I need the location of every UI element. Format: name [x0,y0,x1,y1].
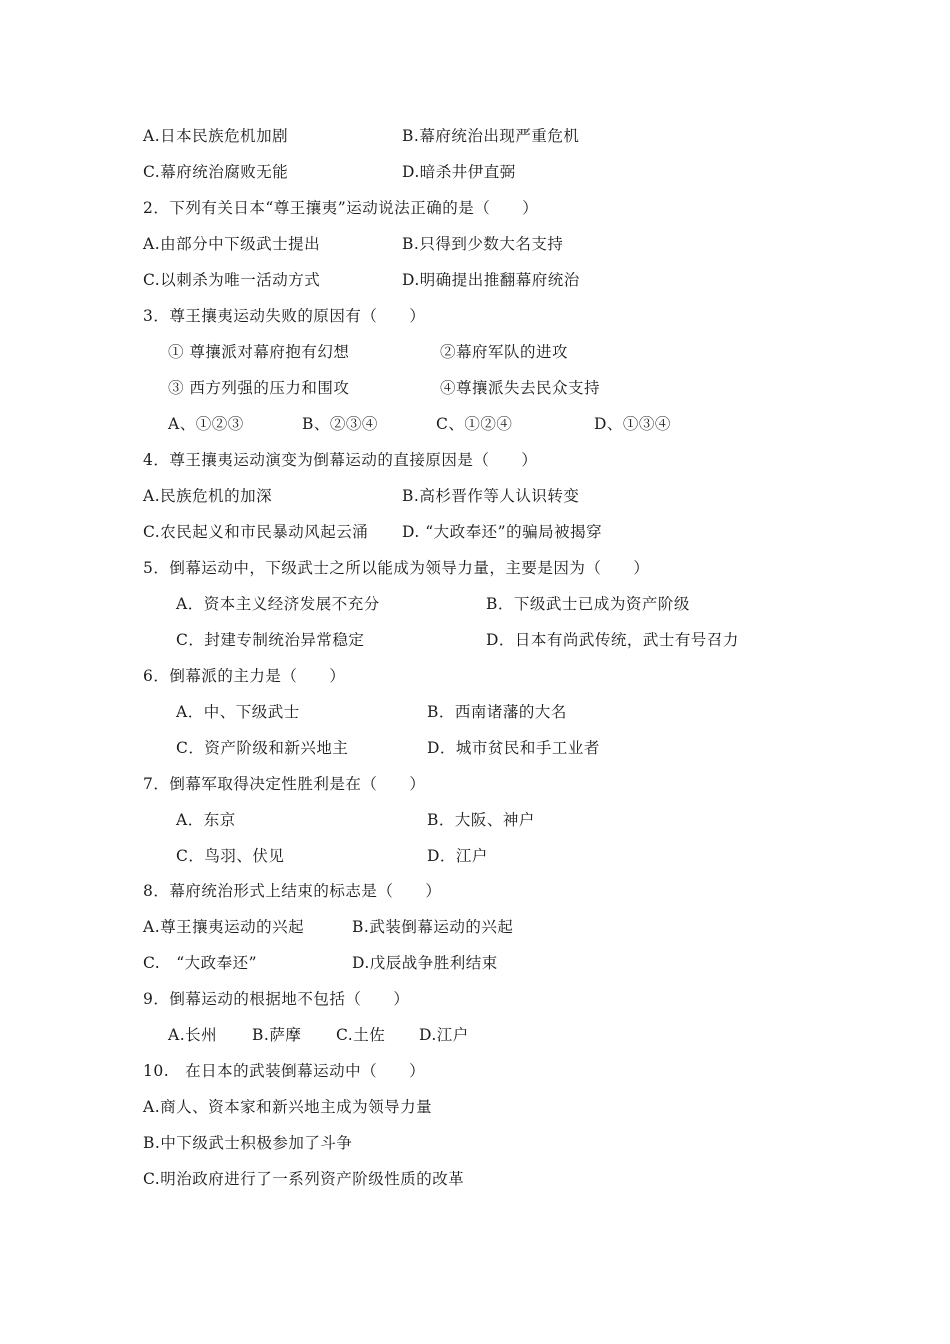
option-b: B.萨摩 [252,1026,302,1044]
option-a: A.民族危机的加深 [143,487,273,505]
option-b: B、②③④ [302,415,378,433]
question-text: 8．幕府统治形式上结束的标志是（ ） [143,882,442,900]
option-c: C．资产阶级和新兴地主 [176,739,349,757]
item-4: ④尊攘派失去民众支持 [440,379,601,397]
question-text: 2．下列有关日本“尊王攘夷”运动说法正确的是（ ） [143,199,539,217]
item-3: ③ 西方列强的压力和围攻 [168,379,350,397]
item-1: ① 尊攘派对幕府抱有幻想 [168,343,350,361]
option-c: C、①②④ [436,415,513,433]
option-a: A.商人、资本家和新兴地主成为领导力量 [143,1098,433,1116]
option-a: A.由部分中下级武士提出 [143,235,321,253]
option-d: D.江户 [419,1026,469,1044]
option-c: C.明治政府进行了一系列资产阶级性质的改革 [143,1170,465,1188]
option-d: D.暗杀井伊直弼 [402,163,516,181]
option-d: D. “大政奉还”的骗局被揭穿 [402,523,603,541]
question-text: 4．尊王攘夷运动演变为倒幕运动的直接原因是（ ） [143,451,538,469]
option-b: B．下级武士已成为资产阶级 [486,595,690,613]
option-c: C.幕府统治腐败无能 [143,163,289,181]
option-d: D．日本有尚武传统，武士有号召力 [486,631,739,649]
option-c: C.农民起义和市民暴动风起云涌 [143,523,369,541]
option-a: A、①②③ [168,415,244,433]
option-a: A.日本民族危机加剧 [143,127,289,145]
option-c: C.以刺杀为唯一活动方式 [143,271,321,289]
option-c: C．鸟羽、伏见 [176,847,285,865]
question-text: 10. 在日本的武装倒幕运动中（ ） [143,1062,426,1080]
question-text: 3．尊王攘夷运动失败的原因有（ ） [143,307,426,325]
option-c: C．封建专制统治异常稳定 [176,631,365,649]
option-d: D.戊辰战争胜利结束 [352,954,498,972]
question-text: 9．倒幕运动的根据地不包括（ ） [143,990,410,1008]
option-c: C.土佐 [336,1026,386,1044]
option-a: A.长州 [168,1026,218,1044]
option-d: D、①③④ [594,415,671,433]
option-c: C. “大政奉还” [143,954,258,972]
option-b: B.幕府统治出现严重危机 [402,127,580,145]
question-text: 5．倒幕运动中，下级武士之所以能成为领导力量，主要是因为（ ） [143,559,650,577]
option-d: D．城市贫民和手工业者 [427,739,600,757]
option-a: A．东京 [176,811,236,829]
option-a: A．资本主义经济发展不充分 [176,595,380,613]
option-d: D.明确提出推翻幕府统治 [402,271,580,289]
question-text: 7．倒幕军取得决定性胜利是在（ ） [143,775,426,793]
option-a: A.尊王攘夷运动的兴起 [143,918,305,936]
option-a: A．中、下级武士 [176,703,300,721]
item-2: ②幕府军队的进攻 [440,343,569,361]
option-b: B.只得到少数大名支持 [402,235,564,253]
question-text: 6．倒幕派的主力是（ ） [143,667,346,685]
option-b: B.武装倒幕运动的兴起 [352,918,514,936]
option-b: B．西南诸藩的大名 [427,703,567,721]
option-d: D．江户 [427,847,488,865]
option-b: B.高杉晋作等人认识转变 [402,487,580,505]
option-b: B.中下级武士积极参加了斗争 [143,1134,353,1152]
option-b: B．大阪、神户 [427,811,535,829]
